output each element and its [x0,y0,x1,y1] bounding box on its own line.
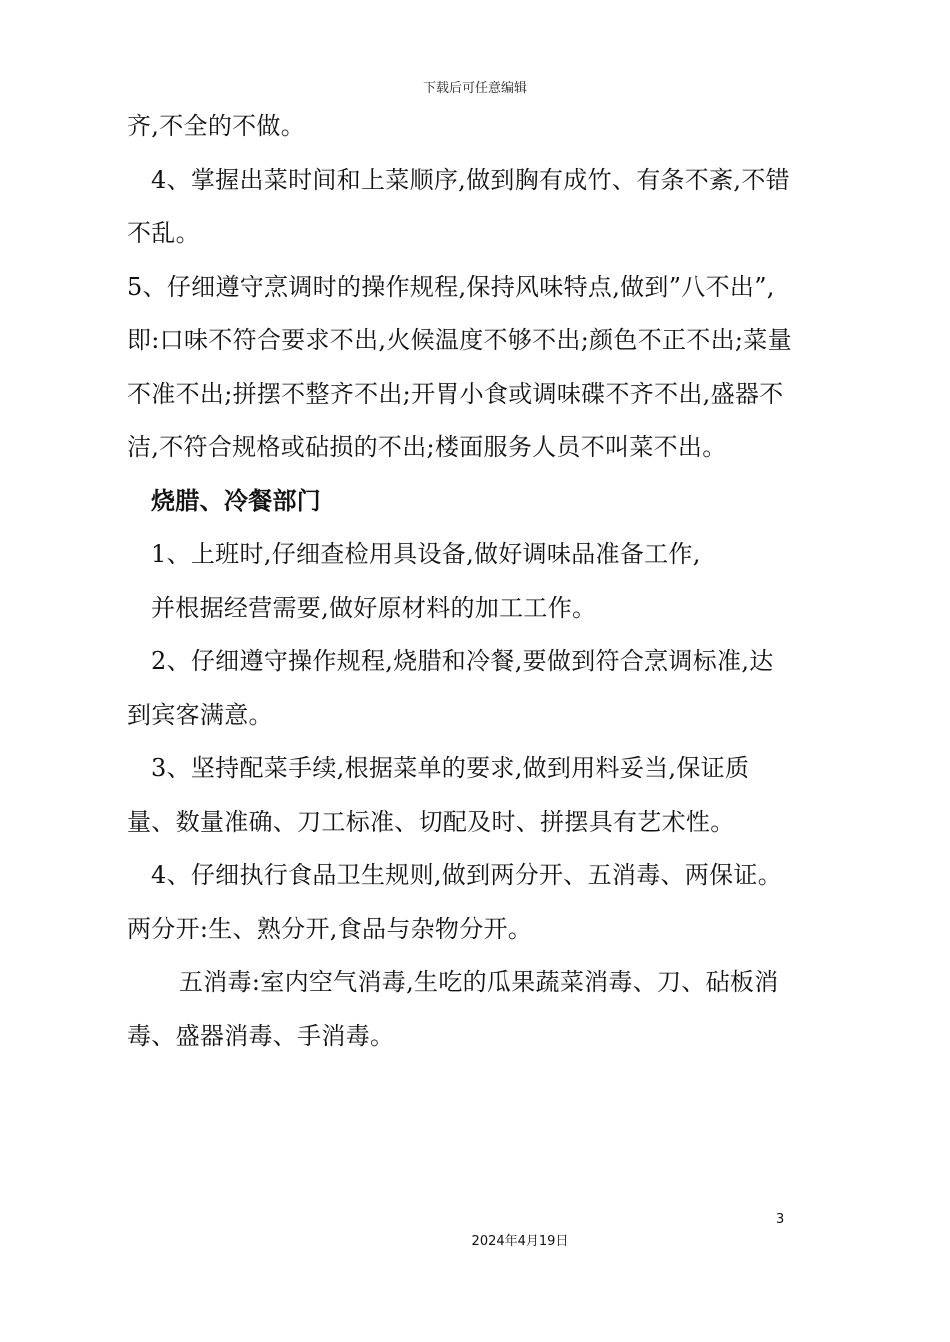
section-heading: 烧腊、冷餐部门 [151,486,322,515]
footer-date: 2024年4月19日 [471,1234,569,1249]
paragraph-item-4-timing: 4、掌握出菜时间和上菜顺序,做到胸有成竹、有条不紊,不错不乱。 [127,165,790,247]
paragraph-item-1-prep: 1、上班时,仔细查检用具设备,做好调味品准备工作, [151,540,701,568]
page-number: 3 [776,1212,785,1227]
document-body [127,100,797,1063]
paragraph-item-5-eight-nots: 5、仔细遵守烹调时的操作规程,保持风味特点,做到”八不出”,即:口味不符合要求不出,火候温度不够不出;颜色不正不出;菜量不准不出;拼摆不整齐不出;开胃小食或调味碟不齐不出,盛器不洁,不符合规格或砧损的不出;楼面服务人员不叫菜不出。 [127,272,792,461]
paragraph-item-1-prep-cont: 并根据经营需要,做好原材料的加工工作。 [151,593,597,622]
paragraph-item-4-hygiene: 4、仔细执行食品卫生规则,做到两分开、五消毒、两保证。两分开:生、熟分开,食品与杂物分开。 [127,861,782,943]
page-header: 下载后可任意编辑 [422,81,527,96]
paragraph-item-2-rules: 2、仔细遵守操作规程,烧腊和冷餐,要做到符合烹调标准,达到宾客满意。 [127,647,774,729]
paragraph-five-disinfections: 五消毒:室内空气消毒,生吃的瓜果蔬菜消毒、刀、砧板消毒、盛器消毒、手消毒。 [127,968,779,1050]
paragraph-continuation: 齐,不全的不做。 [127,112,306,140]
paragraph-item-3-dishes: 3、坚持配菜手续,根据菜单的要求,做到用料妥当,保证质量、数量准确、刀工标准、切配及时、拼摆具有艺术性。 [127,754,750,836]
